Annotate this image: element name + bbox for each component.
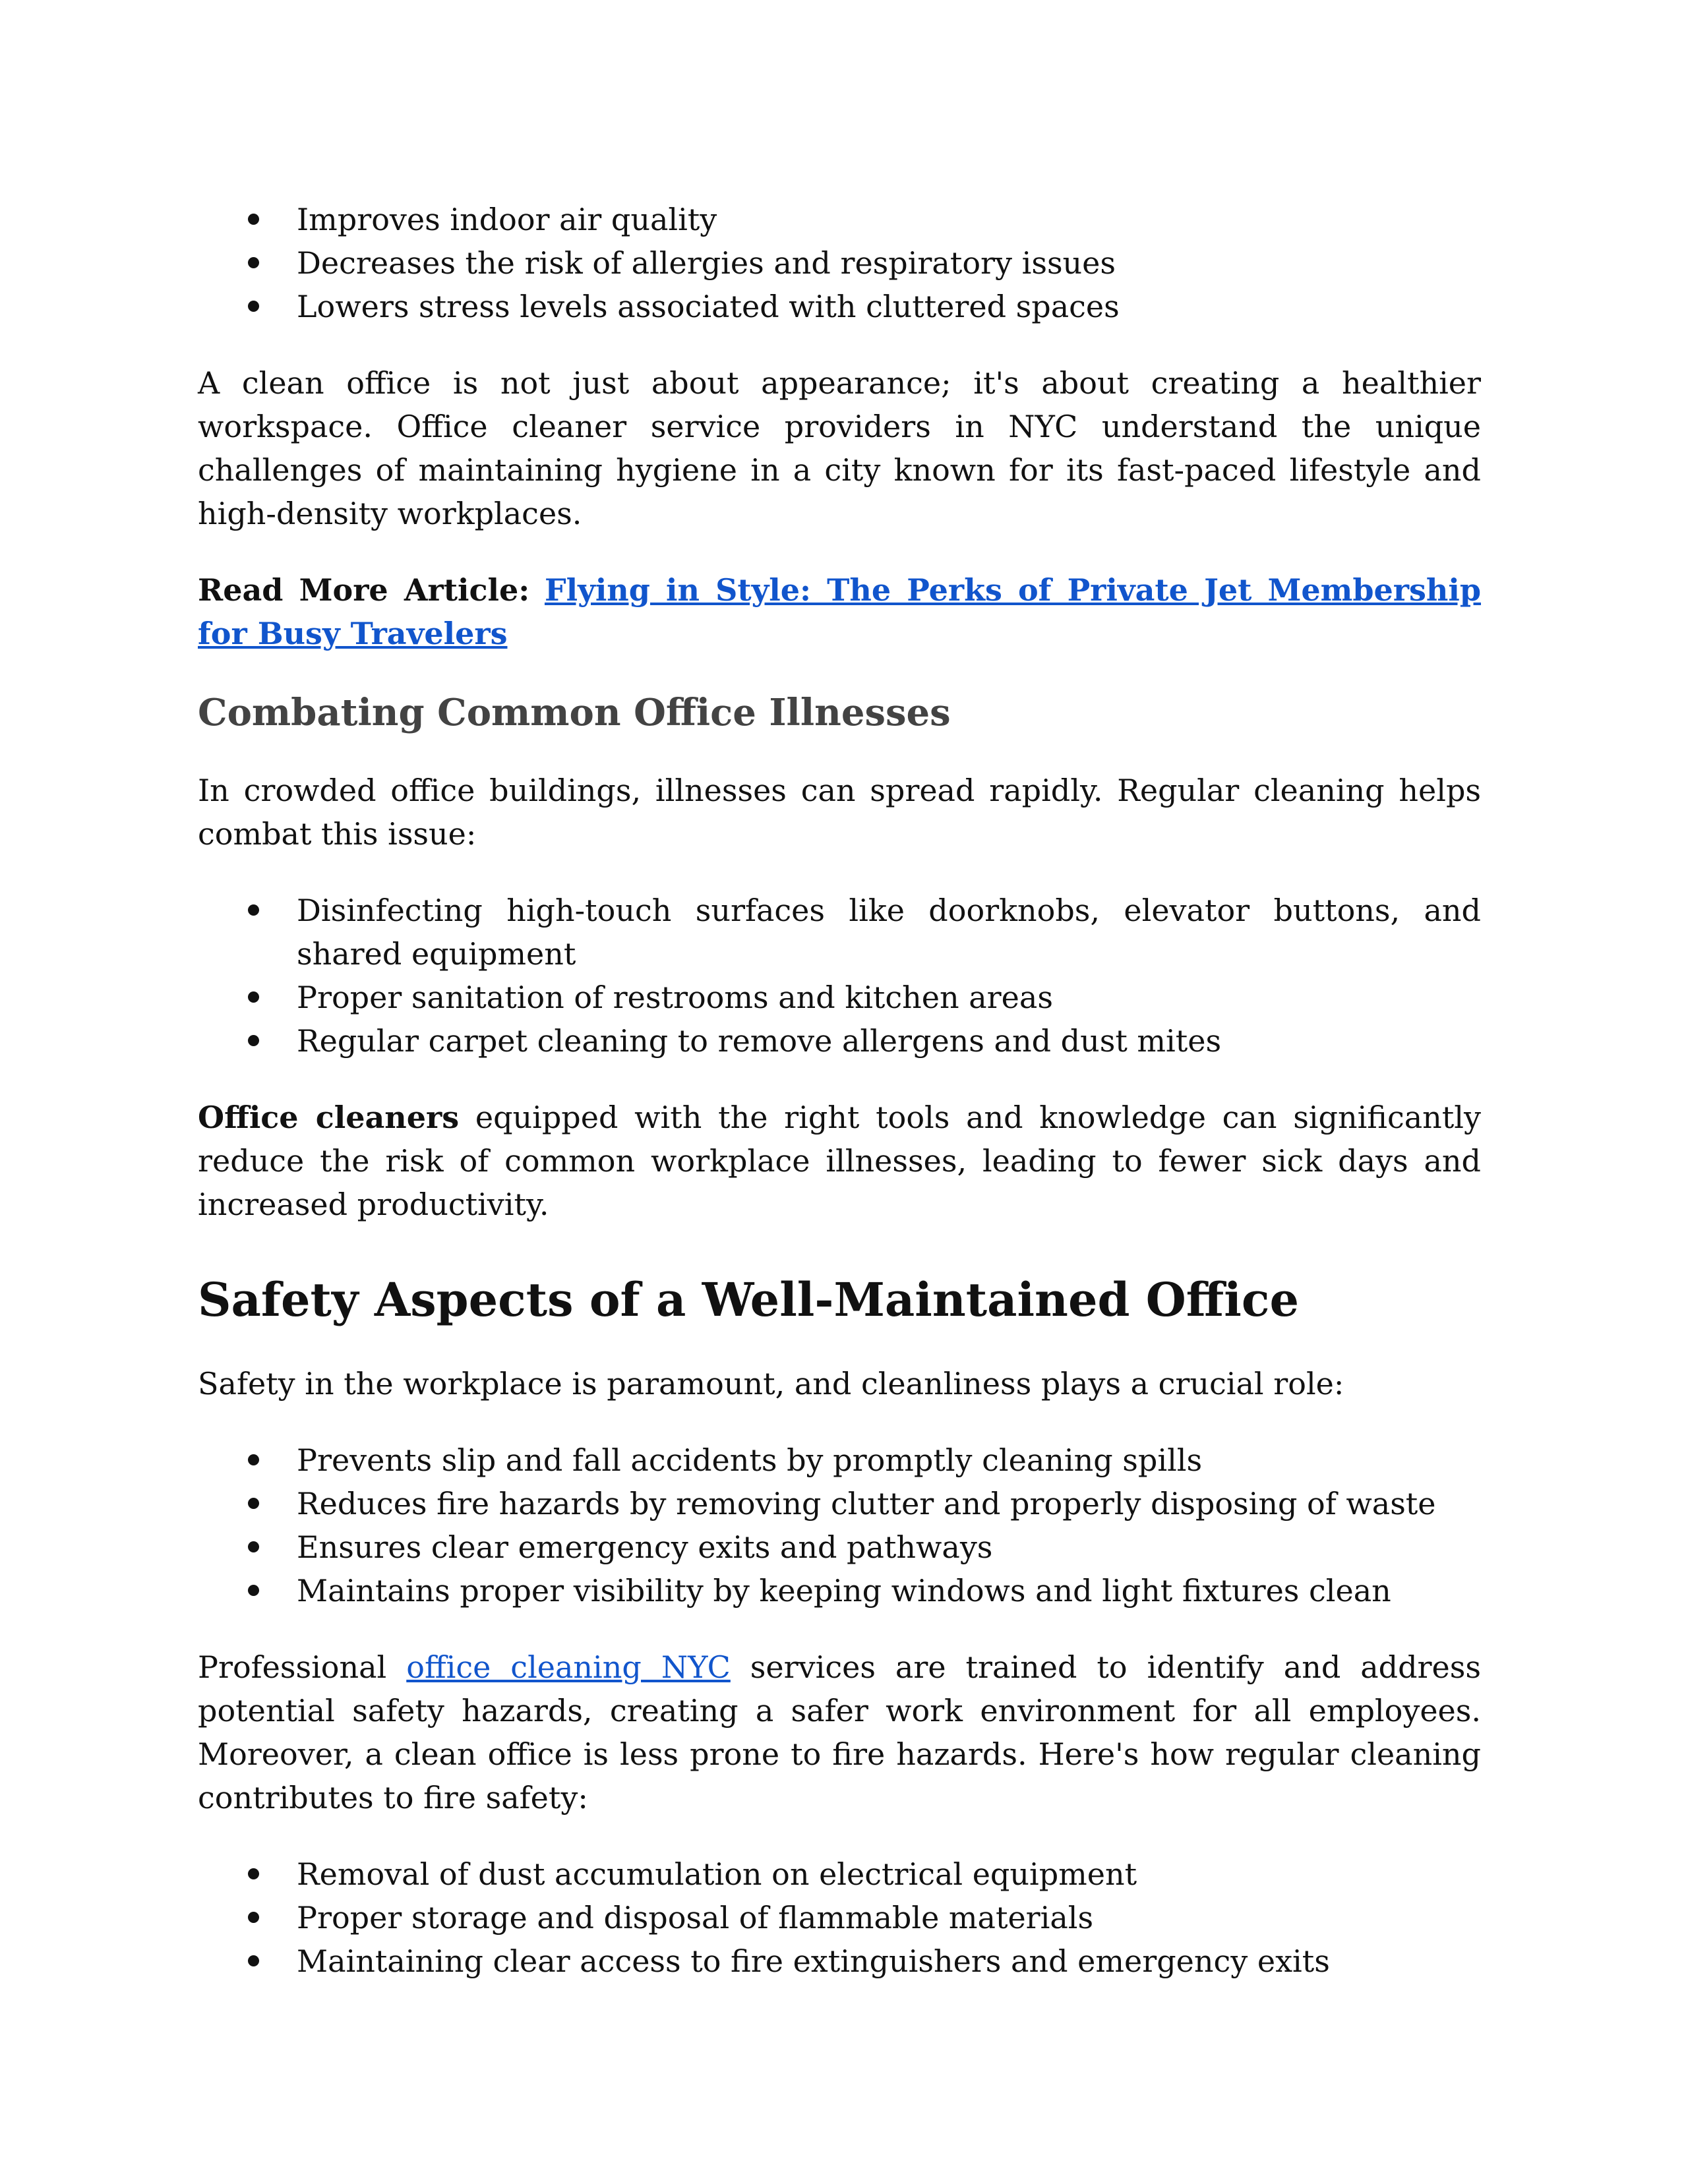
list-item: Improves indoor air quality — [198, 198, 1481, 241]
section-heading-safety: Safety Aspects of a Well-Maintained Office — [198, 1272, 1299, 1327]
health-benefits-list — [198, 198, 1481, 328]
office-cleaners-paragraph — [198, 1096, 1481, 1226]
professional-text: services are trained to identify and address potential safety hazards, creating a safer work environment for all employees. Moreover, a clean office is less prone to fire hazards. Here's how regular cleaning contributes to fire safety: — [198, 1649, 1481, 1815]
list-item: Reduces fire hazards by removing clutter and properly disposing of waste — [198, 1482, 1481, 1525]
read-more-label: Read More Article: — [198, 572, 530, 608]
office-cleaners-text: equipped with the right tools and knowledge can significantly reduce the risk of common workplace illnesses, leading to fewer sick days and increased productivity. — [198, 1100, 1481, 1222]
list-item: Disinfecting high-touch surfaces like doorknobs, elevator buttons, and shared equipment — [198, 889, 1481, 976]
list-item: Lowers stress levels associated with cluttered spaces — [198, 285, 1481, 328]
read-more-link[interactable]: Flying in Style: The Perks of Private Jet Membership for Busy Travelers — [198, 572, 1481, 651]
section-heading-illnesses: Combating Common Office Illnesses — [198, 691, 951, 734]
office-cleaners-bold: Office cleaners — [198, 1100, 460, 1135]
read-more-line — [198, 568, 1481, 655]
list-item: Proper sanitation of restrooms and kitchen areas — [198, 976, 1481, 1019]
list-item: Regular carpet cleaning to remove allergens and dust mites — [198, 1019, 1481, 1063]
office-cleaning-nyc-link[interactable]: office cleaning NYC — [406, 1649, 731, 1685]
professional-cleaning-paragraph — [198, 1645, 1481, 1819]
list-item: Ensures clear emergency exits and pathways — [198, 1525, 1481, 1569]
healthier-workspace-paragraph: A clean office is not just about appearance; it's about creating a healthier workspace. Office cleaner service providers in NYC understand the unique challenges of maintaining hygiene in a city known for its fast-paced lifestyle and high-density workplaces. — [198, 365, 1481, 531]
list-item: Removal of dust accumulation on electrical equipment — [198, 1852, 1481, 1896]
list-item: Proper storage and disposal of flammable materials — [198, 1896, 1481, 1939]
illness-prevention-list — [198, 889, 1481, 1063]
safety-intro-paragraph: Safety in the workplace is paramount, and cleanliness plays a crucial role: — [198, 1366, 1344, 1402]
list-item: Maintains proper visibility by keeping windows and light fixtures clean — [198, 1569, 1481, 1612]
safety-list — [198, 1438, 1481, 1612]
list-item: Prevents slip and fall accidents by promptly cleaning spills — [198, 1438, 1481, 1482]
list-item: Decreases the risk of allergies and respiratory issues — [198, 241, 1481, 285]
professional-prefix: Professional — [198, 1649, 407, 1685]
illnesses-intro-paragraph: In crowded office buildings, illnesses can spread rapidly. Regular cleaning helps combat this issue: — [198, 773, 1481, 852]
document-page — [198, 198, 1481, 1983]
fire-safety-list — [198, 1852, 1481, 1983]
list-item: Maintaining clear access to fire extinguishers and emergency exits — [198, 1939, 1481, 1983]
